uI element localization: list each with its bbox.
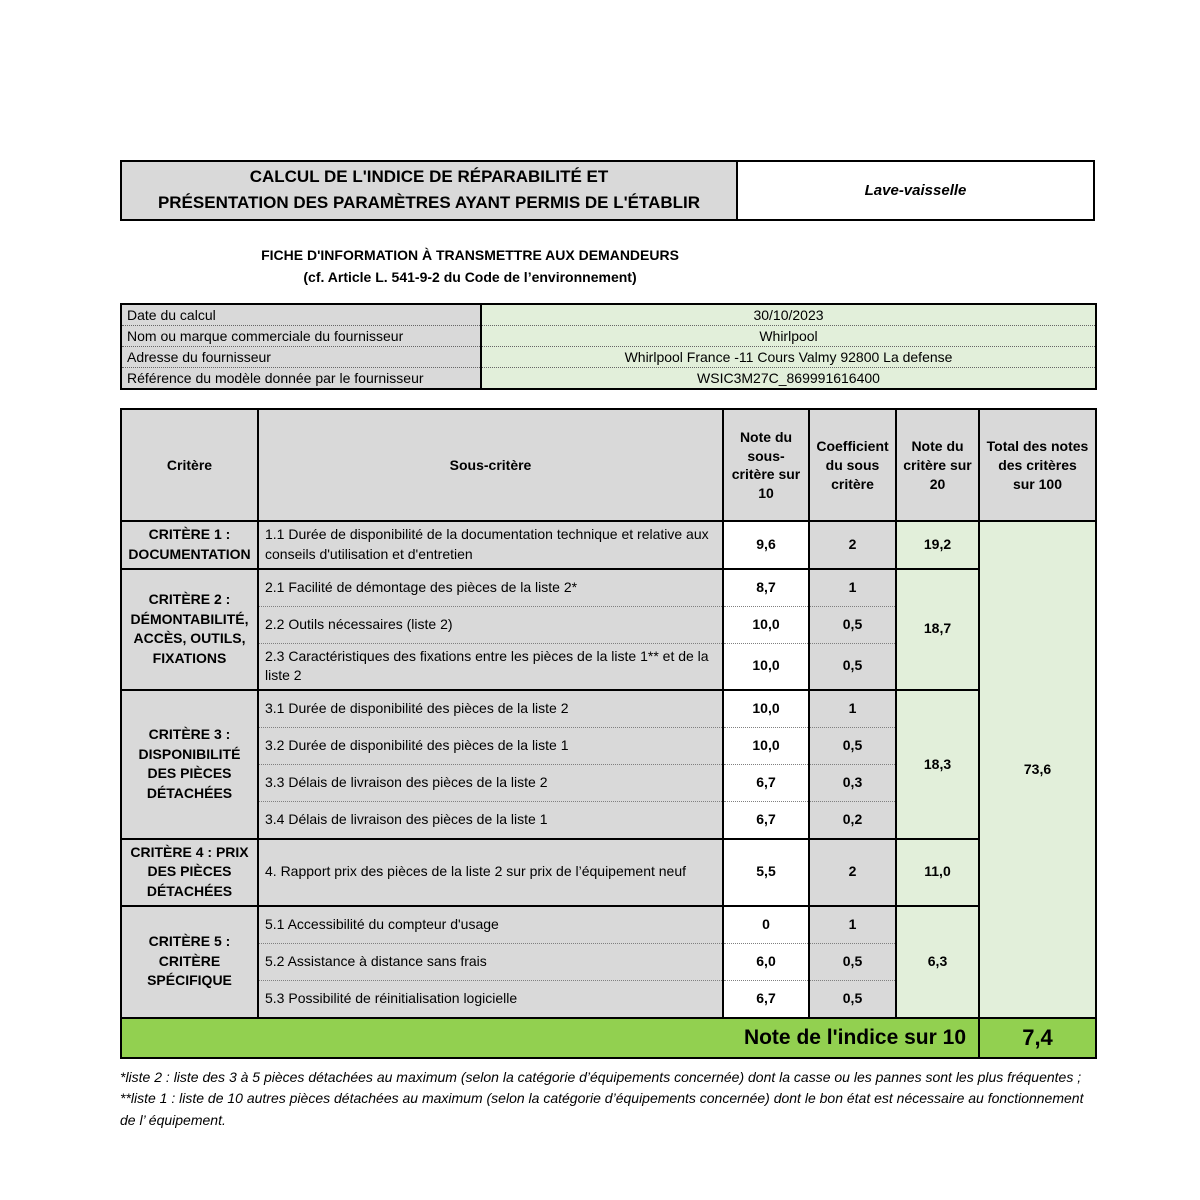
subcriterion-score-cell: 6,0 [723,943,809,980]
final-score-label: Note de l'indice sur 10 [121,1018,979,1058]
criteria-table [120,408,1097,1058]
title-block [120,160,1095,221]
coefficient-cell: 0,2 [809,801,896,839]
header-total: Total des notes des critères sur 100 [979,409,1096,521]
criterion-score-cell: 6,3 [896,906,979,1018]
subcriterion-cell: 3.3 Délais de livraison des pièces de la liste 2 [258,764,723,801]
criterion-score-cell: 18,7 [896,569,979,690]
coefficient-cell: 1 [809,690,896,728]
coefficient-cell: 0,5 [809,727,896,764]
subcriterion-score-cell: 0 [723,906,809,944]
info-label: Référence du modèle donnée par le fournisseur [121,368,481,390]
header-coefficient: Coefficient du sous critère [809,409,896,521]
info-value: WSIC3M27C_869991616400 [481,368,1096,390]
header-critere: Critère [121,409,258,521]
footnotes-block [120,1067,1088,1132]
subcriterion-cell: 2.3 Caractéristiques des fixations entre les pièces de la liste 1** et de la liste 2 [258,643,723,690]
coefficient-cell: 0,5 [809,606,896,643]
coefficient-cell: 1 [809,906,896,944]
subcriterion-cell: 3.1 Durée de disponibilité des pièces de la liste 2 [258,690,723,728]
subcriterion-cell: 3.2 Durée de disponibilité des pièces de la liste 1 [258,727,723,764]
subcriterion-score-cell: 10,0 [723,643,809,690]
criteria-row [121,839,1096,906]
criterion-cell: CRITÈRE 5 : CRITÈRE SPÉCIFIQUE [121,906,258,1018]
subcriterion-score-cell: 6,7 [723,980,809,1018]
criterion-cell: CRITÈRE 3 : DISPONIBILITÉ DES PIÈCES DÉTACHÉES [121,690,258,839]
criteria-row [121,690,1096,728]
subcriterion-score-cell: 10,0 [723,727,809,764]
footnote-liste1: **liste 1 : liste de 10 autres pièces détachées au maximum (selon la catégorie d’équipements concernée) dont le bon état est nécessaire au fonctionnement de l’ équipement. [120,1090,1084,1128]
criterion-cell: CRITÈRE 1 : DOCUMENTATION [121,521,258,568]
subcriterion-score-cell: 9,6 [723,521,809,568]
info-value: Whirlpool [481,326,1096,347]
coefficient-cell: 0,3 [809,764,896,801]
info-value: Whirlpool France -11 Cours Valmy 92800 La defense [481,347,1096,368]
final-score-value: 7,4 [979,1018,1096,1058]
criteria-row [121,569,1096,607]
info-label: Adresse du fournisseur [121,347,481,368]
document-title-line2: PRÉSENTATION DES PARAMÈTRES AYANT PERMIS DE L'ÉTABLIR [157,193,701,213]
criterion-score-cell: 18,3 [896,690,979,839]
document-title [121,161,737,220]
subcriterion-score-cell: 10,0 [723,606,809,643]
subcriterion-cell: 1.1 Durée de disponibilité de la documentation technique et relative aux conseils d'utilisation et d'entretien [258,521,723,568]
subcriterion-cell: 2.1 Facilité de démontage des pièces de la liste 2* [258,569,723,607]
subtitle-line1: FICHE D'INFORMATION À TRANSMETTRE AUX DEMANDEURS [261,246,679,263]
info-row [121,368,1096,390]
coefficient-cell: 0,5 [809,980,896,1018]
coefficient-cell: 1 [809,569,896,607]
final-score-row [121,1018,1096,1058]
coefficient-cell: 0,5 [809,943,896,980]
coefficient-cell: 2 [809,521,896,568]
product-category: Lave-vaisselle [737,161,1094,220]
subcriterion-cell: 5.3 Possibilité de réinitialisation logicielle [258,980,723,1018]
subcriterion-score-cell: 8,7 [723,569,809,607]
subcriterion-cell: 5.2 Assistance à distance sans frais [258,943,723,980]
criteria-header-row [121,409,1096,521]
footnote-liste2: *liste 2 : liste des 3 à 5 pièces détachées au maximum (selon la catégorie d’équipements concernée) dont la casse ou les pannes sont les plus fréquentes ; [120,1068,1082,1085]
criterion-cell: CRITÈRE 2 : DÉMONTABILITÉ, ACCÈS, OUTILS, FIXATIONS [121,569,258,690]
coefficient-cell: 0,5 [809,643,896,690]
subcriterion-cell: 4. Rapport prix des pièces de la liste 2 sur prix de l’équipement neuf [258,839,723,906]
info-row [121,304,1096,326]
criteria-row [121,906,1096,944]
info-label: Nom ou marque commerciale du fournisseur [121,326,481,347]
subcriterion-score-cell: 6,7 [723,801,809,839]
header-note-critere: Note du critère sur 20 [896,409,979,521]
subtitle-line2: (cf. Article L. 541-9-2 du Code de l’environnement) [303,269,637,286]
header-sous-critere: Sous-critère [258,409,723,521]
document-content [120,160,1095,1132]
supplier-info-table [120,303,1097,390]
title-row [121,161,1094,220]
subcriterion-cell: 2.2 Outils nécessaires (liste 2) [258,606,723,643]
info-label: Date du calcul [121,304,481,326]
document-title-line1: CALCUL DE L'INDICE DE RÉPARABILITÉ ET [249,167,609,186]
subcriterion-cell: 5.1 Accessibilité du compteur d'usage [258,906,723,944]
subcriterion-cell: 3.4 Délais de livraison des pièces de la liste 1 [258,801,723,839]
info-row [121,347,1096,368]
subcriterion-score-cell: 5,5 [723,839,809,906]
subcriterion-score-cell: 10,0 [723,690,809,728]
coefficient-cell: 2 [809,839,896,906]
info-value: 30/10/2023 [481,304,1096,326]
criteria-row [121,521,1096,568]
total-score-cell: 73,6 [979,521,1096,1017]
info-row [121,326,1096,347]
criterion-score-cell: 19,2 [896,521,979,568]
criterion-cell: CRITÈRE 4 : PRIX DES PIÈCES DÉTACHÉES [121,839,258,906]
subtitle-block [120,244,820,289]
subcriterion-score-cell: 6,7 [723,764,809,801]
criterion-score-cell: 11,0 [896,839,979,906]
header-note-sous-critere: Note du sous-critère sur 10 [723,409,809,521]
